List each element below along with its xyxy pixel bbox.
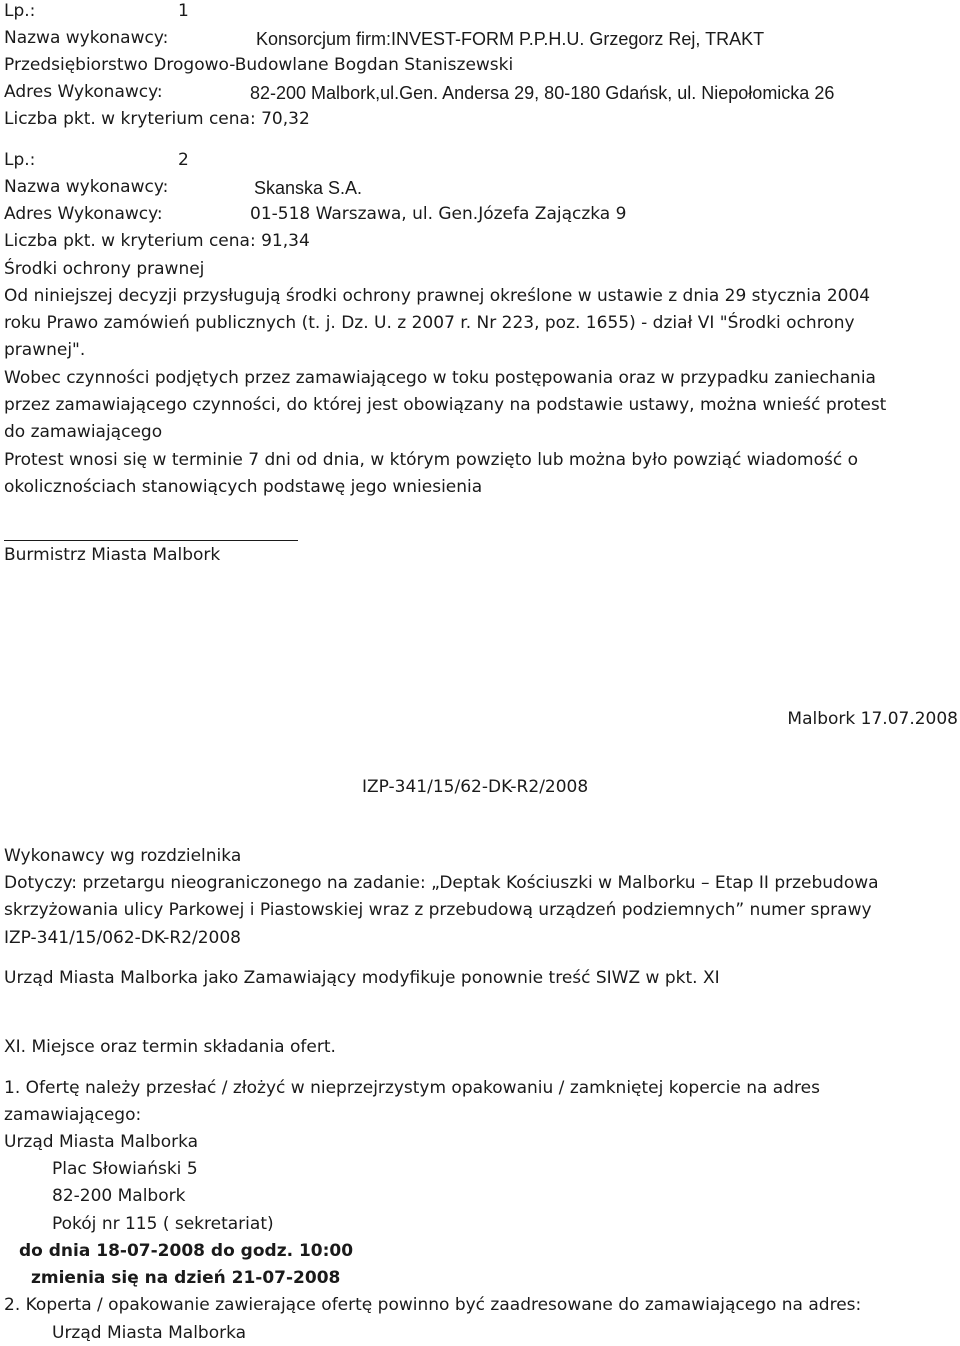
subject-line: Dotyczy: przetargu nieograniczonego na zadanie: „Deptak Kościuszki w Malborku – Etap II przebudowa <box>4 873 879 893</box>
place-date: Malbork 17.07.2008 <box>787 709 958 729</box>
address-line: 82-200 Malbork <box>52 1186 186 1206</box>
offer-2-address-label: Adres Wykonawcy: <box>4 204 163 224</box>
addressee: Wykonawcy wg rozdzielnika <box>4 846 242 866</box>
address-line: Plac Słowiański 5 <box>52 1159 198 1179</box>
address-line: Pokój nr 115 ( sekretariat) <box>52 1214 274 1234</box>
item-1-line: 1. Ofertę należy przesłać / złożyć w nieprzejrzystym opakowaniu / zamkniętej kopercie na adres <box>4 1078 820 1098</box>
offer-1-name-value-cont: Przedsiębiorstwo Drogowo-Budowlane Bogdan Staniszewski <box>4 55 514 75</box>
subject-line: skrzyżowania ulicy Parkowej i Piastowskiej wraz z przebudową urządzeń podziemnych” numer sprawy <box>4 900 872 920</box>
legal-paragraph-line: Wobec czynności podjętych przez zamawiającego w toku postępowania oraz w przypadku zaniechania <box>4 368 876 388</box>
legal-paragraph-line: roku Prawo zamówień publicznych (t. j. Dz. U. z 2007 r. Nr 223, poz. 1655) - dział VI "Środki ochrony <box>4 313 855 333</box>
offer-1-address-value: 82-200 Malbork,ul.Gen. Andersa 29, 80-180 Gdańsk, ul. Niepołomicka 26 <box>250 83 835 103</box>
legal-heading: Środki ochrony prawnej <box>4 259 205 279</box>
reference-number: IZP-341/15/62-DK-R2/2008 <box>362 777 589 797</box>
offer-2-points: Liczba pkt. w kryterium cena: 91,34 <box>4 231 310 251</box>
address-name: Urząd Miasta Malborka <box>4 1132 199 1152</box>
deadline: do dnia 18-07-2008 do godz. 10:00 <box>19 1241 354 1261</box>
offer-1-lp-label: Lp.: <box>4 1 36 21</box>
legal-paragraph-line: do zamawiającego <box>4 422 163 442</box>
item-1-line: zamawiającego: <box>4 1105 142 1125</box>
section-title: XI. Miejsce oraz termin składania ofert. <box>4 1037 336 1057</box>
deadline-change: zmienia się na dzień 21-07-2008 <box>31 1268 341 1288</box>
signature-line <box>4 540 298 541</box>
legal-paragraph-line: Od niniejszej decyzji przysługują środki ochrony prawnej określone w ustawie z dnia 29 stycznia 2004 <box>4 286 871 306</box>
offer-1-points: Liczba pkt. w kryterium cena: 70,32 <box>4 109 310 129</box>
subject-line: IZP-341/15/062-DK-R2/2008 <box>4 928 241 948</box>
item-2-address: Urząd Miasta Malborka <box>52 1323 247 1343</box>
modification-note: Urząd Miasta Malborka jako Zamawiający modyfikuje ponownie treść SIWZ w pkt. XI <box>4 968 720 988</box>
offer-2-name-value: Skanska S.A. <box>254 178 363 198</box>
signature-name: Burmistrz Miasta Malbork <box>4 545 221 565</box>
offer-1-lp-value: 1 <box>178 1 189 21</box>
offer-2-lp-label: Lp.: <box>4 150 36 170</box>
legal-paragraph-line: przez zamawiającego czynności, do której jest obowiązany na podstawie ustawy, można wnieść protest <box>4 395 887 415</box>
item-2: 2. Koperta / opakowanie zawierające ofertę powinno być zaadresowane do zamawiającego na adres: <box>4 1295 862 1315</box>
legal-paragraph-line: prawnej". <box>4 340 86 360</box>
legal-paragraph-line: Protest wnosi się w terminie 7 dni od dnia, w którym powzięto lub można było powziąć wiadomość o <box>4 450 858 470</box>
offer-1-name-value: Konsorcjum firm:INVEST-FORM P.P.H.U. Grzegorz Rej, TRAKT <box>256 29 765 49</box>
offer-2-name-label: Nazwa wykonawcy: <box>4 177 169 197</box>
offer-1-address-label: Adres Wykonawcy: <box>4 82 163 102</box>
offer-2-address-value: 01-518 Warszawa, ul. Gen.Józefa Zajączka 9 <box>250 204 627 224</box>
offer-2-lp-value: 2 <box>178 150 189 170</box>
offer-1-name-label: Nazwa wykonawcy: <box>4 28 169 48</box>
legal-paragraph-line: okolicznościach stanowiących podstawę jego wniesienia <box>4 477 483 497</box>
